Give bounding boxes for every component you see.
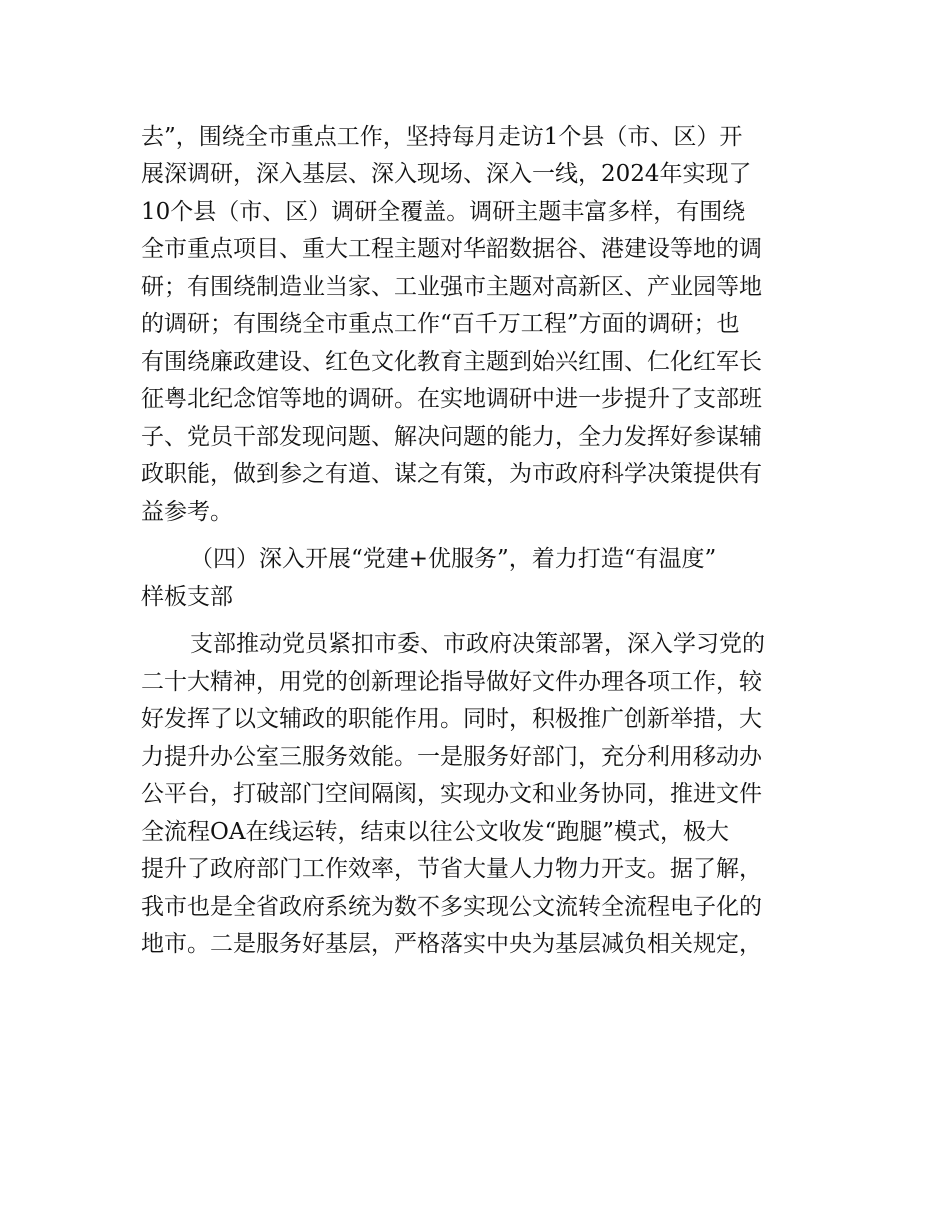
- paragraph-2-line-9: 地市。二是服务好基层，严格落实中央为基层减负相关规定，: [141, 931, 762, 957]
- paragraph-1-line-8: 征粤北纪念馆等地的调研。在实地调研中进一步提升了支部班: [141, 386, 762, 412]
- paragraph-1-line-1: 去”，围绕全市重点工作，坚持每月走访1个县（市、区）开: [141, 124, 743, 150]
- paragraph-1-line-5: 研；有围绕制造业当家、工业强市主题对高新区、产业园等地: [141, 274, 762, 300]
- paragraph-2-line-1: 支部推动党员紧扣市委、市政府决策部署，深入学习党的: [190, 631, 765, 657]
- paragraph-2-line-2: 二十大精神，用党的创新理论指导做好文件办理各项工作，较: [141, 669, 762, 695]
- paragraph-1-line-9: 子、党员干部发现问题、解决问题的能力，全力发挥好参谋辅: [141, 424, 762, 450]
- paragraph-2-line-7: 提升了政府部门工作效率，节省大量人力物力开支。据了解，: [141, 856, 762, 882]
- paragraph-1-line-7: 有围绕廉政建设、红色文化教育主题到始兴红围、仁化红军长: [141, 349, 762, 375]
- paragraph-1-line-11: 益参考。: [141, 499, 233, 525]
- paragraph-1-line-10: 政职能，做到参之有道、谋之有策，为市政府科学决策提供有: [141, 461, 762, 487]
- paragraph-1-line-6: 的调研；有围绕全市重点工作“百千万工程”方面的调研；也: [141, 311, 740, 337]
- section-heading-4-line-2: 样板支部: [141, 584, 233, 610]
- paragraph-1-line-3: 10个县（市、区）调研全覆盖。调研主题丰富多样，有围绕: [141, 199, 746, 225]
- paragraph-2-line-4: 力提升办公室三服务效能。一是服务好部门，充分利用移动办: [141, 744, 762, 770]
- paragraph-1-line-2: 展深调研，深入基层、深入现场、深入一线，2024年实现了: [141, 161, 752, 187]
- paragraph-1-line-4: 全市重点项目、重大工程主题对华韶数据谷、港建设等地的调: [141, 236, 762, 262]
- paragraph-2-line-6: 全流程OA在线运转，结束以往公文收发“跑腿”模式，极大: [141, 819, 729, 845]
- paragraph-2-line-3: 好发挥了以文辅政的职能作用。同时，积极推广创新举措，大: [141, 706, 762, 732]
- section-heading-4-line-1: （四）深入开展“党建+优服务”，着力打造“有温度”: [190, 546, 717, 572]
- paragraph-2-line-8: 我市也是全省政府系统为数不多实现公文流转全流程电子化的: [141, 894, 762, 920]
- paragraph-2-line-5: 公平台，打破部门空间隔阂，实现办文和业务协同，推进文件: [141, 781, 762, 807]
